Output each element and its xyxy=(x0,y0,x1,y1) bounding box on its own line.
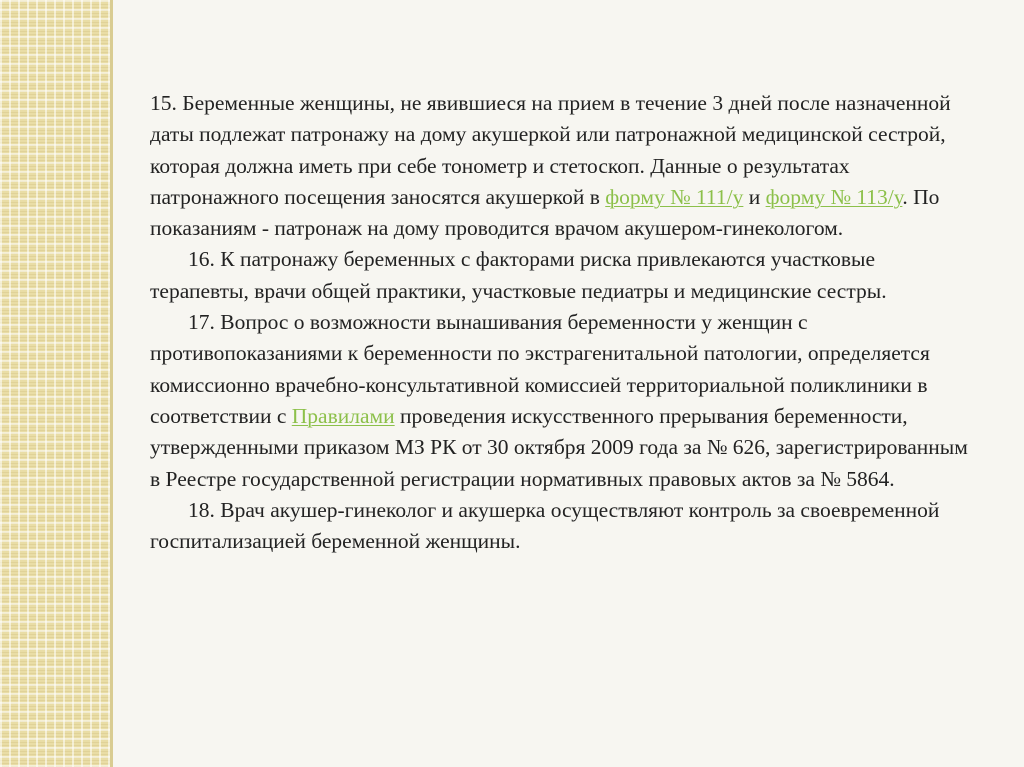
paragraph-16: 16. К патронажу беременных с факторами риска привлекаются участковые терапевты, врачи общей практики, участковые педиатры и медицинские сестры. xyxy=(150,247,887,303)
paragraph-15 xyxy=(150,88,970,244)
side-strip-edge xyxy=(110,0,113,767)
paragraph-15-text-1: 15. Беременные женщины, не явившиеся на прием в течение 3 дней после назначенной даты подлежат патронажу на дому акушеркой или патронажной медицинской сестрой, которая должна иметь при себе тонометр и стетоскоп. Данные о результатах патронажного посещения заносятся акушеркой в xyxy=(150,91,951,209)
paragraph-18: 18. Врач акушер-гинеколог и акушерка осуществляют контроль за своевременной госпитализацией беременной женщины. xyxy=(150,497,940,554)
paragraph-17-text-2: проведения искусственного прерывания беременности, утвержденными приказом МЗ РК от 30 октября 2009 года за № 626, зарегистрированным в Реестре государственной регистрации нормативных правовых актов за № 5864. xyxy=(150,403,968,491)
paragraph-15-text-2: и xyxy=(743,184,766,209)
paragraph-17 xyxy=(150,307,970,495)
paragraph-17-text-1: 17. Вопрос о возможности вынашивания беременности у женщин с противопоказаниями к беременности по экстрагенитальной патологии, определяется комиссионно врачебно-консультативной комиссией территориальной поликлиники в соответствии с xyxy=(150,310,930,428)
form-113-link[interactable]: форму № 113/у xyxy=(765,184,903,209)
paragraph-15-text-3: . По показаниям - патронаж на дому проводится врачом акушером-гинекологом. xyxy=(150,184,940,241)
slide-body-text xyxy=(150,88,970,557)
rules-link[interactable]: Правилами xyxy=(291,403,395,428)
decorative-side-strip xyxy=(0,0,110,767)
form-111-link[interactable]: форму № 111/у xyxy=(605,184,744,209)
